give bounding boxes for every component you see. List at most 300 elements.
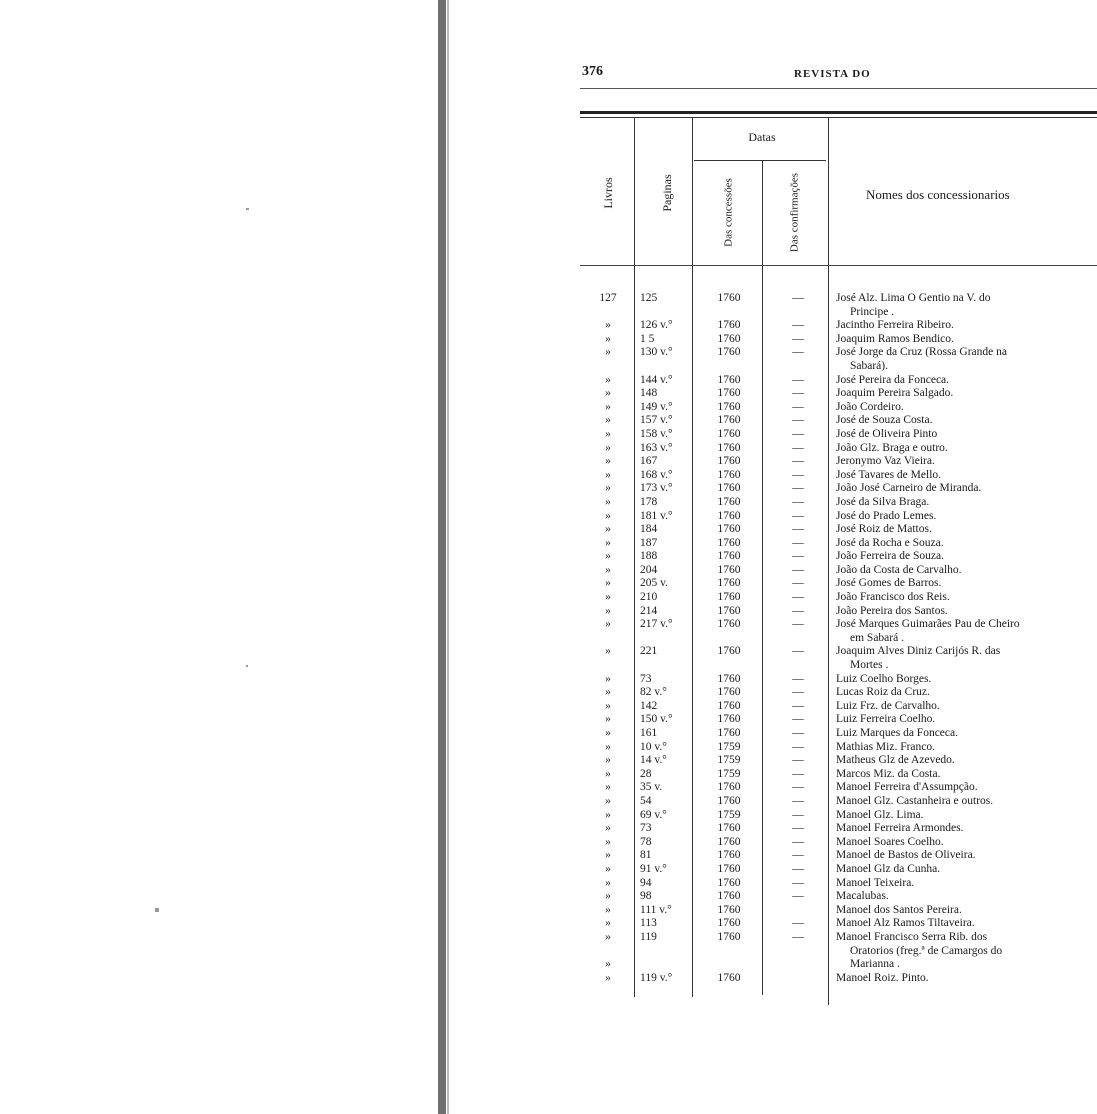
cell-confirmacao: — bbox=[792, 672, 804, 685]
cell-nome bbox=[832, 374, 1097, 388]
table-row bbox=[580, 673, 1097, 687]
cell-confirmacao: — bbox=[792, 740, 804, 753]
cell-livro: » bbox=[605, 523, 611, 536]
cell-concessao: 1760 bbox=[717, 468, 741, 481]
cell-confirmacao: — bbox=[792, 387, 804, 400]
cell-nome bbox=[832, 781, 1097, 795]
table-row bbox=[580, 618, 1097, 645]
cell-pagina: 73 bbox=[640, 672, 652, 685]
cell-livro: » bbox=[605, 930, 611, 943]
cell-livro: » bbox=[605, 917, 611, 930]
cell-confirmacao: — bbox=[792, 523, 804, 536]
cell-nome bbox=[832, 727, 1097, 741]
cell-confirmacao: — bbox=[792, 727, 804, 739]
cell-nome bbox=[832, 401, 1097, 415]
table-row bbox=[580, 428, 1097, 442]
cell-pagina: 163 v.° bbox=[640, 441, 673, 454]
cell-concessao: 1759 bbox=[717, 767, 741, 780]
cell-livro: » bbox=[605, 577, 611, 590]
cell-concessao: 1760 bbox=[717, 890, 741, 903]
cell-concessao: 1760 bbox=[717, 971, 741, 984]
book-gutter bbox=[438, 0, 446, 1114]
cell-nome bbox=[832, 877, 1097, 891]
cell-livro: » bbox=[605, 400, 611, 413]
nome-text: Joaquim Pereira Salgado. bbox=[836, 387, 954, 400]
cell-confirmacao: — bbox=[792, 455, 804, 468]
cell-confirmacao: — bbox=[792, 645, 804, 658]
cell-livro: » bbox=[605, 332, 611, 345]
nome-continuation: Marianna . bbox=[850, 958, 900, 971]
cell-concessao: 1760 bbox=[717, 794, 741, 807]
book-gutter-edge bbox=[447, 0, 449, 1114]
nome-text: João Pereira dos Santos. bbox=[836, 604, 948, 617]
cell-nome bbox=[832, 795, 1097, 809]
rule bbox=[580, 117, 1097, 118]
cell-concessao: 1759 bbox=[717, 808, 741, 821]
nome-text: José Pereira da Fonceca. bbox=[836, 373, 950, 386]
cell-livro: » bbox=[605, 971, 611, 984]
cell-concessao: 1760 bbox=[717, 577, 741, 590]
cell-confirmacao: — bbox=[792, 754, 804, 767]
cell-nome bbox=[832, 496, 1097, 510]
cell-concessao: 1760 bbox=[717, 441, 741, 454]
rule bbox=[580, 111, 1097, 114]
cell-pagina: 188 bbox=[640, 550, 658, 563]
cell-nome bbox=[832, 754, 1097, 768]
table-row bbox=[580, 768, 1097, 782]
table-row bbox=[580, 550, 1097, 564]
nome-text: Matheus Glz de Azevedo. bbox=[836, 754, 955, 767]
table-row bbox=[580, 958, 1097, 972]
cell-livro: » bbox=[605, 767, 611, 780]
cell-pagina: 10 v.° bbox=[640, 740, 667, 753]
cell-confirmacao: — bbox=[792, 781, 804, 794]
cell-confirmacao: — bbox=[792, 835, 804, 848]
nome-text: João Ferreira de Souza. bbox=[836, 550, 944, 563]
cell-concessao: 1760 bbox=[717, 455, 741, 468]
cell-livro: » bbox=[605, 482, 611, 495]
cell-livro: » bbox=[605, 713, 611, 726]
cell-confirmacao: — bbox=[792, 346, 804, 359]
cell-pagina: 204 bbox=[640, 563, 658, 576]
nome-text: Joaquim Alves Diniz Carijós R. das bbox=[836, 645, 1001, 658]
cell-nome bbox=[832, 673, 1097, 687]
cell-pagina: 181 v.° bbox=[640, 509, 673, 522]
nome-text: José Jorge da Cruz (Rossa Grande na bbox=[836, 346, 1007, 359]
cell-livro: » bbox=[605, 441, 611, 454]
cell-livro: » bbox=[605, 672, 611, 685]
cell-concessao: 1760 bbox=[717, 917, 741, 930]
cell-livro: » bbox=[605, 699, 611, 712]
cell-concessao: 1760 bbox=[717, 645, 741, 658]
cell-pagina: 149 v.° bbox=[640, 400, 673, 413]
cell-livro: » bbox=[605, 808, 611, 821]
nome-text: Jacintho Ferreira Ribeiro. bbox=[836, 319, 954, 332]
cell-nome bbox=[832, 700, 1097, 714]
table-row bbox=[580, 374, 1097, 388]
cell-livro: » bbox=[605, 958, 611, 971]
cell-livro: » bbox=[605, 686, 611, 699]
cell-pagina: 54 bbox=[640, 794, 652, 807]
cell-concessao: 1760 bbox=[717, 400, 741, 413]
nome-text: Manoel Roiz. Pinto. bbox=[836, 971, 929, 984]
cell-livro: » bbox=[605, 890, 611, 903]
table-row bbox=[580, 890, 1097, 904]
table-row bbox=[580, 917, 1097, 931]
header-nomes: Nomes dos concessionarios bbox=[866, 187, 1010, 202]
nome-text: José Tavares de Mello. bbox=[836, 468, 942, 481]
scan-speck bbox=[246, 208, 249, 210]
nome-text: Luiz Marques da Fonceca. bbox=[836, 727, 958, 739]
nome-text: Manoel Soares Coelho. bbox=[836, 835, 944, 848]
table-row bbox=[580, 537, 1097, 551]
cell-confirmacao bbox=[764, 958, 832, 972]
cell-livro: » bbox=[605, 387, 611, 400]
table-row bbox=[580, 469, 1097, 483]
scan-speck bbox=[155, 908, 159, 912]
cell-nome bbox=[832, 972, 1097, 986]
cell-confirmacao: — bbox=[792, 686, 804, 699]
cell-confirmacao: — bbox=[792, 822, 804, 835]
cell-pagina: 35 v. bbox=[640, 781, 663, 794]
cell-livro: » bbox=[605, 645, 611, 658]
cell-confirmacao: — bbox=[792, 849, 804, 862]
nome-text: João da Costa de Carvalho. bbox=[836, 563, 962, 576]
cell-livro: » bbox=[605, 862, 611, 875]
cell-concessao: 1760 bbox=[717, 482, 741, 495]
cell-nome bbox=[832, 346, 1097, 373]
table-row bbox=[580, 754, 1097, 768]
cell-livro: » bbox=[605, 536, 611, 549]
cell-pagina: 144 v.° bbox=[640, 373, 673, 386]
cell-nome bbox=[832, 455, 1097, 469]
nome-text: Luiz Ferreira Coelho. bbox=[836, 713, 936, 726]
nome-text: Macalubas. bbox=[836, 890, 889, 903]
table-row bbox=[580, 442, 1097, 456]
cell-pagina: 113 bbox=[640, 917, 657, 930]
nome-text: José de Souza Costa. bbox=[836, 414, 933, 427]
cell-nome bbox=[832, 741, 1097, 755]
nome-text: João Francisco dos Reis. bbox=[836, 591, 950, 604]
cell-nome bbox=[832, 890, 1097, 904]
cell-livro: » bbox=[605, 740, 611, 753]
cell-concessao: 1760 bbox=[717, 495, 741, 508]
cell-livro: » bbox=[605, 604, 611, 617]
nome-text: Manoel Glz. Lima. bbox=[836, 808, 924, 821]
table-row bbox=[580, 496, 1097, 510]
cell-concessao: 1760 bbox=[717, 346, 741, 359]
nome-text: José Gomes de Barros. bbox=[836, 577, 942, 590]
nome-text: Luiz Frz. de Carvalho. bbox=[836, 699, 940, 712]
table-row bbox=[580, 401, 1097, 415]
cell-pagina: 82 v.° bbox=[640, 686, 667, 699]
table-row bbox=[580, 809, 1097, 823]
cell-pagina: 1 5 bbox=[640, 332, 655, 345]
cell-livro: » bbox=[605, 346, 611, 359]
nome-text: Manoel Glz da Cunha. bbox=[836, 862, 941, 875]
cell-confirmacao: — bbox=[792, 618, 804, 631]
cell-pagina: 178 bbox=[640, 495, 658, 508]
cell-livro: 127 bbox=[599, 292, 617, 304]
cell-nome bbox=[832, 686, 1097, 700]
cell-confirmacao: — bbox=[792, 767, 804, 780]
cell-confirmacao: — bbox=[792, 509, 804, 522]
cell-concessao bbox=[694, 958, 764, 972]
cell-concessao: 1760 bbox=[717, 536, 741, 549]
nome-continuation: em Sabará . bbox=[850, 631, 904, 644]
cell-concessao: 1760 bbox=[717, 903, 741, 916]
table-row bbox=[580, 346, 1097, 373]
cell-pagina: 161 bbox=[640, 727, 658, 739]
cell-concessao: 1760 bbox=[717, 618, 741, 631]
cell-nome bbox=[832, 442, 1097, 456]
header-datas: Datas bbox=[748, 130, 776, 144]
cell-pagina: 167 bbox=[640, 455, 658, 468]
cell-confirmacao: — bbox=[792, 577, 804, 590]
cell-nome bbox=[832, 537, 1097, 551]
table-row bbox=[580, 686, 1097, 700]
cell-pagina: 187 bbox=[640, 536, 658, 549]
table-row bbox=[580, 727, 1097, 741]
nome-text: Manoel Teixeira. bbox=[836, 876, 915, 889]
cell-pagina: 148 bbox=[640, 387, 658, 400]
cell-pagina bbox=[636, 958, 694, 972]
cell-pagina: 157 v.° bbox=[640, 414, 673, 427]
table-row bbox=[580, 564, 1097, 578]
nome-text: João Cordeiro. bbox=[836, 400, 904, 413]
table-row bbox=[580, 836, 1097, 850]
cell-concessao: 1760 bbox=[717, 563, 741, 576]
cell-livro: » bbox=[605, 903, 611, 916]
cell-nome bbox=[832, 713, 1097, 727]
cell-confirmacao: — bbox=[792, 427, 804, 440]
cell-livro: » bbox=[605, 563, 611, 576]
nome-text: Manoel Glz. Castanheira e outros. bbox=[836, 794, 994, 807]
cell-confirmacao: — bbox=[792, 332, 804, 345]
table-row bbox=[580, 455, 1097, 469]
nome-text: José do Prado Lemes. bbox=[836, 509, 937, 522]
cell-concessao: 1760 bbox=[717, 373, 741, 386]
cell-concessao: 1760 bbox=[717, 523, 741, 536]
cell-concessao: 1760 bbox=[717, 292, 741, 304]
cell-nome bbox=[832, 387, 1097, 401]
running-head: REVISTA DO bbox=[794, 68, 871, 80]
cell-nome bbox=[832, 319, 1097, 333]
cell-pagina: 130 v.° bbox=[640, 346, 673, 359]
cell-confirmacao: — bbox=[792, 591, 804, 604]
cell-concessao: 1760 bbox=[717, 591, 741, 604]
cell-confirmacao: — bbox=[792, 930, 804, 943]
cell-pagina: 73 bbox=[640, 822, 652, 835]
cell-pagina: 142 bbox=[640, 699, 658, 712]
nome-text: Manoel de Bastos de Oliveira. bbox=[836, 849, 976, 862]
nome-text: Mathias Miz. Franco. bbox=[836, 740, 936, 753]
cell-pagina: 111 v.° bbox=[640, 903, 672, 916]
cell-nome bbox=[832, 523, 1097, 537]
nome-text: Manoel Francisco Serra Rib. dos bbox=[836, 930, 988, 943]
table-body bbox=[580, 292, 1097, 985]
nome-text: Joaquim Ramos Bendico. bbox=[836, 332, 954, 345]
cell-livro: » bbox=[605, 835, 611, 848]
nome-text: Manoel dos Santos Pereira. bbox=[836, 903, 962, 916]
cell-livro: » bbox=[605, 618, 611, 631]
header-rule bbox=[580, 265, 1097, 266]
nome-text: Manoel Ferreira d'Assumpção. bbox=[836, 781, 978, 794]
cell-livro: » bbox=[605, 455, 611, 468]
table-row bbox=[580, 319, 1097, 333]
cell-livro: » bbox=[605, 414, 611, 427]
document-page bbox=[580, 0, 1097, 1114]
cell-nome bbox=[832, 618, 1097, 645]
cell-nome bbox=[832, 958, 1097, 972]
cell-pagina: 28 bbox=[640, 767, 652, 780]
table-row bbox=[580, 414, 1097, 428]
cell-nome bbox=[832, 333, 1097, 347]
cell-pagina: 221 bbox=[640, 645, 658, 658]
cell-nome bbox=[832, 768, 1097, 782]
cell-pagina: 158 v.° bbox=[640, 427, 673, 440]
cell-nome bbox=[832, 917, 1097, 931]
cell-confirmacao: — bbox=[792, 794, 804, 807]
page-number: 376 bbox=[582, 64, 603, 79]
header-das-confirmacoes: Das confirmações bbox=[788, 172, 801, 253]
cell-livro: » bbox=[605, 468, 611, 481]
cell-concessao: 1760 bbox=[717, 672, 741, 685]
nome-continuation: Mortes . bbox=[850, 659, 889, 672]
cell-livro: » bbox=[605, 495, 611, 508]
cell-concessao: 1760 bbox=[717, 727, 741, 739]
table-row bbox=[580, 333, 1097, 347]
cell-confirmacao: — bbox=[792, 808, 804, 821]
cell-concessao: 1760 bbox=[717, 387, 741, 400]
cell-confirmacao: — bbox=[792, 713, 804, 726]
cell-nome bbox=[832, 482, 1097, 496]
nome-text: José Roiz de Mattos. bbox=[836, 523, 932, 536]
cell-pagina: 78 bbox=[640, 835, 652, 848]
cell-pagina: 217 v.° bbox=[640, 618, 673, 631]
cell-nome bbox=[832, 645, 1097, 672]
table-row bbox=[580, 510, 1097, 524]
header-das-concessoes: Das concessões bbox=[722, 178, 735, 247]
cell-confirmacao bbox=[764, 972, 832, 986]
cell-pagina: 168 v.° bbox=[640, 468, 673, 481]
cell-livro: » bbox=[605, 550, 611, 563]
cell-concessao: 1760 bbox=[717, 930, 741, 943]
cell-confirmacao: — bbox=[792, 482, 804, 495]
nome-text: Jeronymo Vaz Vieira. bbox=[836, 455, 935, 468]
cell-pagina: 184 bbox=[640, 523, 658, 536]
nome-text: Lucas Roiz da Cruz. bbox=[836, 686, 930, 699]
table-row bbox=[580, 387, 1097, 401]
cell-nome bbox=[832, 904, 1097, 918]
cell-concessao: 1760 bbox=[717, 781, 741, 794]
scan-speck bbox=[246, 665, 248, 667]
table-row bbox=[580, 931, 1097, 958]
cell-livro: » bbox=[605, 319, 611, 332]
cell-nome bbox=[832, 822, 1097, 836]
cell-concessao: 1760 bbox=[717, 509, 741, 522]
cell-confirmacao bbox=[764, 904, 832, 918]
table-row bbox=[580, 781, 1097, 795]
cell-confirmacao: — bbox=[792, 536, 804, 549]
cell-nome bbox=[832, 849, 1097, 863]
table-row bbox=[580, 877, 1097, 891]
cell-pagina: 69 v.° bbox=[640, 808, 667, 821]
cell-confirmacao: — bbox=[792, 319, 804, 332]
cell-concessao: 1760 bbox=[717, 822, 741, 835]
cell-nome bbox=[832, 414, 1097, 428]
nome-text: Manoel Alz Ramos Tiltaveira. bbox=[836, 917, 975, 930]
cell-concessao: 1760 bbox=[717, 713, 741, 726]
cell-confirmacao: — bbox=[792, 441, 804, 454]
cell-pagina: 98 bbox=[640, 890, 652, 903]
header-paginas: Paginas bbox=[660, 174, 674, 212]
cell-confirmacao: — bbox=[792, 563, 804, 576]
nome-continuation: Sabará). bbox=[850, 359, 888, 372]
cell-concessao: 1760 bbox=[717, 876, 741, 889]
nome-text: João José Carneiro de Miranda. bbox=[836, 482, 982, 495]
table-row bbox=[580, 713, 1097, 727]
cell-confirmacao: — bbox=[792, 604, 804, 617]
table-row bbox=[580, 863, 1097, 877]
cell-nome bbox=[832, 605, 1097, 619]
cell-confirmacao: — bbox=[792, 862, 804, 875]
cell-confirmacao: — bbox=[792, 550, 804, 563]
cell-confirmacao: — bbox=[792, 468, 804, 481]
nome-continuation: Oratorios (freg.ª de Camargos do bbox=[850, 944, 1003, 957]
cell-nome bbox=[832, 591, 1097, 605]
table-row bbox=[580, 645, 1097, 672]
cell-livro: » bbox=[605, 591, 611, 604]
table-row bbox=[580, 700, 1097, 714]
cell-nome bbox=[832, 836, 1097, 850]
table-row bbox=[580, 482, 1097, 496]
cell-pagina: 126 v.° bbox=[640, 319, 673, 332]
cell-confirmacao: — bbox=[792, 890, 804, 903]
cell-nome bbox=[832, 577, 1097, 591]
cell-nome bbox=[832, 550, 1097, 564]
nome-text: Manoel Ferreira Armondes. bbox=[836, 822, 964, 835]
table-row bbox=[580, 523, 1097, 537]
datas-underline bbox=[694, 160, 826, 161]
cell-nome bbox=[832, 469, 1097, 483]
cell-nome bbox=[832, 809, 1097, 823]
cell-pagina: 205 v. bbox=[640, 577, 669, 590]
nome-text: Luiz Coelho Borges. bbox=[836, 672, 932, 685]
cell-concessao: 1759 bbox=[717, 740, 741, 753]
cell-livro: » bbox=[605, 822, 611, 835]
cell-livro: » bbox=[605, 509, 611, 522]
table-row bbox=[580, 795, 1097, 809]
cell-confirmacao: — bbox=[792, 373, 804, 386]
cell-livro: » bbox=[605, 794, 611, 807]
table-row bbox=[580, 591, 1097, 605]
cell-nome bbox=[832, 931, 1097, 958]
cell-concessao: 1759 bbox=[717, 754, 741, 767]
nome-continuation: Principe . bbox=[850, 305, 895, 318]
cell-concessao: 1760 bbox=[717, 862, 741, 875]
cell-livro: » bbox=[605, 727, 611, 739]
table-row bbox=[580, 822, 1097, 836]
cell-confirmacao: — bbox=[792, 917, 804, 930]
cell-confirmacao: — bbox=[792, 699, 804, 712]
table-row bbox=[580, 904, 1097, 918]
table-row bbox=[580, 577, 1097, 591]
cell-confirmacao: — bbox=[792, 292, 804, 304]
nome-text: José da Silva Braga. bbox=[836, 495, 930, 508]
cell-concessao: 1760 bbox=[717, 686, 741, 699]
cell-livro: » bbox=[605, 373, 611, 386]
